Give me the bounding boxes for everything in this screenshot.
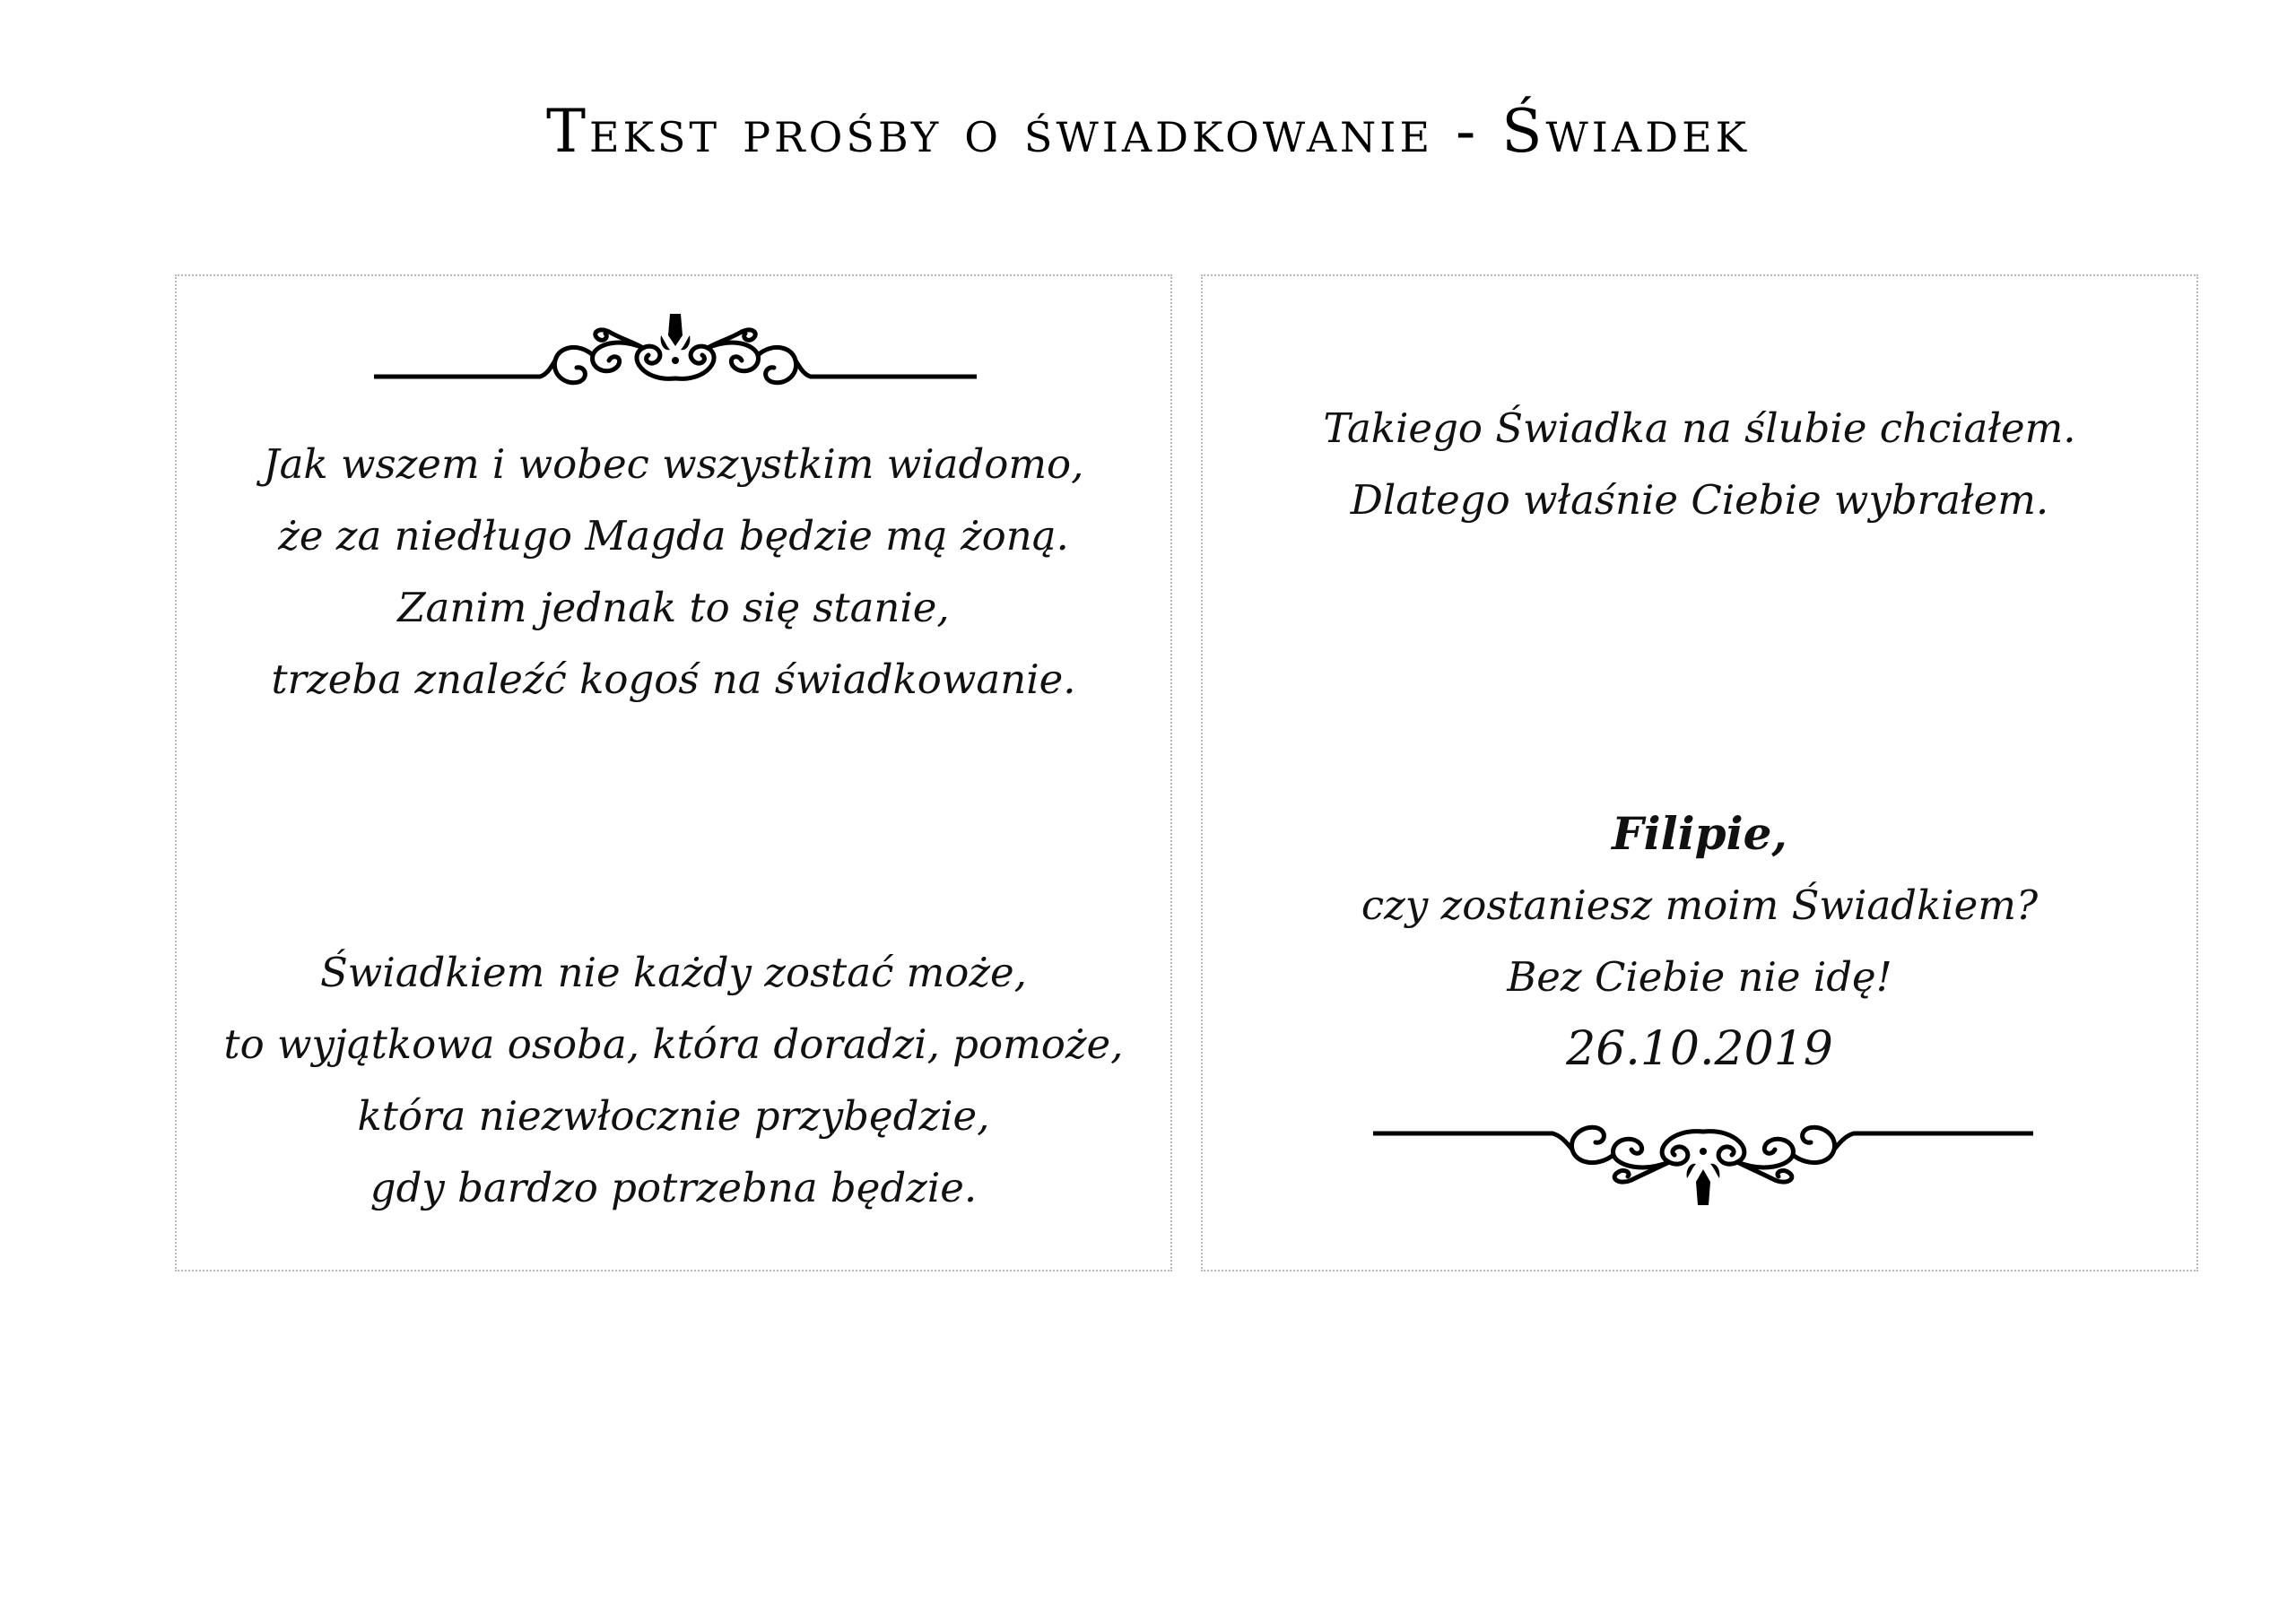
verse-line: czy zostaniesz moim Świadkiem? <box>1361 881 2039 929</box>
verse-line: która niezwłocznie przybędzie, <box>357 1092 990 1140</box>
verse-line: trzeba znaleźć kogoś na świadkowanie. <box>271 655 1076 703</box>
card-right <box>1201 274 2198 1271</box>
wedding-date: 26.10.2019 <box>1566 1022 1833 1076</box>
verse-line: Bez Ciebie nie idę! <box>1507 953 1892 1001</box>
recipient-name: Filipie, <box>1612 807 1787 860</box>
left-stanza-1 <box>177 429 1170 716</box>
right-stanza-2 <box>1203 798 2196 1085</box>
verse-line: gdy bardzo potrzebna będzie. <box>370 1164 978 1211</box>
verse-line: to wyjątkowa osoba, która doradzi, pomoże, <box>223 1020 1124 1068</box>
left-stanza-2 <box>177 937 1170 1224</box>
verse-line: że za niedługo Magda będzie mą żoną. <box>278 512 1069 560</box>
flourish-divider-icon <box>1373 1110 2033 1209</box>
verse-line: Zanim jednak to się stanie, <box>397 584 950 631</box>
card-left <box>175 274 1172 1271</box>
verse-line: Jak wszem i wobec wszystkim wiadomo, <box>263 440 1084 488</box>
verse-line: Świadkiem nie każdy zostać może, <box>319 949 1027 996</box>
flourish-divider-icon <box>374 310 977 400</box>
right-stanza-1 <box>1203 393 2196 536</box>
verse-line: Takiego Świadka na ślubie chciałem. <box>1323 404 2076 452</box>
verse-line: Dlatego właśnie Ciebie wybrałem. <box>1350 476 2049 524</box>
page-title: Tekst prośby o świadkowanie - Świadek <box>545 97 1751 166</box>
